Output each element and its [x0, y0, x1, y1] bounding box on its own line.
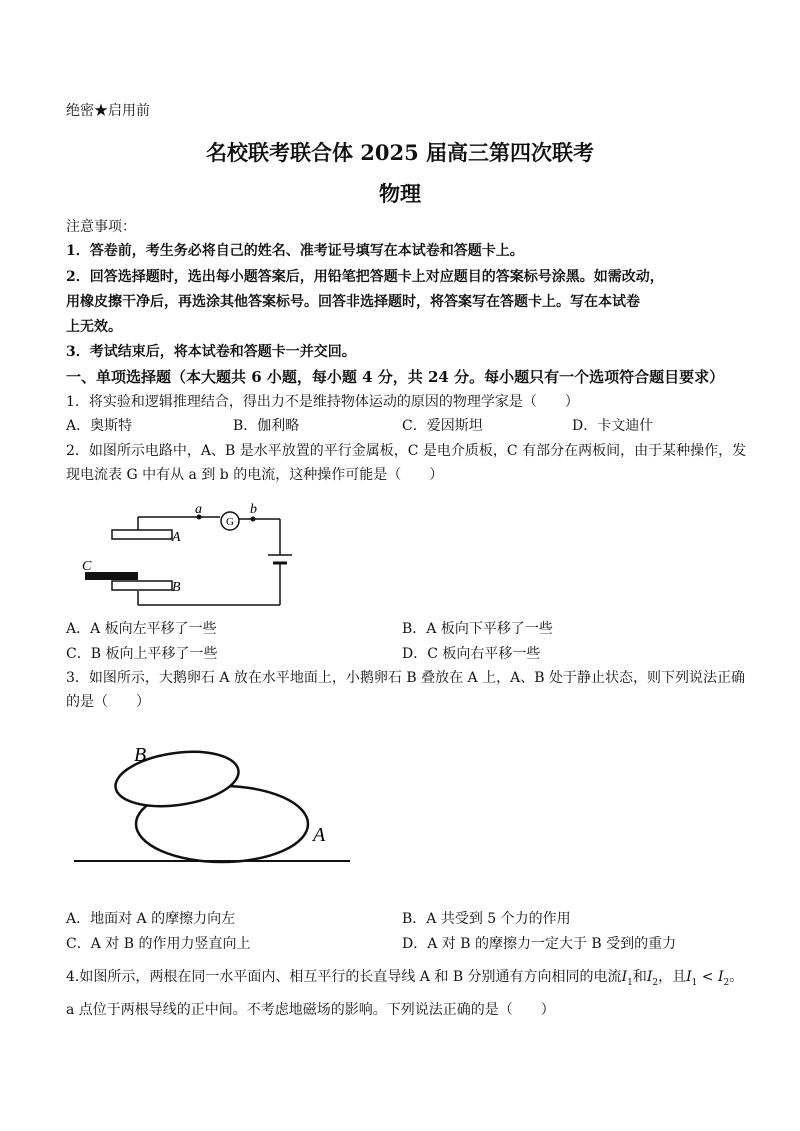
exam-title: 名校联考联合体 2025 届高三第四次联考	[205, 140, 595, 165]
notice-item: 上无效。	[66, 319, 122, 335]
q4-and: 和	[632, 969, 647, 985]
q4-stem-text: 4.如图所示，两根在同一水平面内、相互平行的长直导线 A 和 B 分别通有方向相同的电流	[66, 969, 622, 985]
q1-stem: 1．将实验和逻辑推理结合，得出力不是维持物体运动的原因的物理学家是（ ）	[66, 394, 579, 410]
current-i1-compare-subscript: 1	[691, 977, 698, 988]
notice-item: 用橡皮擦干净后，再选涂其他答案标号。回答非选择题时，将答案写在答题卡上。写在本试卷	[66, 294, 640, 310]
q3-option-b: B．A 共受到 5 个力的作用	[402, 911, 571, 927]
q3-option-c: C．A 对 B 的作用力竖直向上	[66, 936, 251, 952]
galvanometer-label: G	[226, 516, 234, 528]
q1-option-d: D．卡文迪什	[572, 418, 654, 434]
q1-option-b: B．伽利略	[233, 418, 300, 434]
q2-option-c: C．B 板向上平移了一些	[66, 646, 218, 662]
label-b: b	[250, 502, 257, 517]
section-heading: 一、单项选择题（本大题共 6 小题，每小题 4 分，共 24 分。每小题只有一个选项符合题目要求）	[66, 368, 725, 386]
q4-qie: ，且	[658, 969, 687, 985]
q1-option-c: C．爱因斯坦	[402, 418, 483, 434]
notice-item: 2．回答选择题时，选出每小题答案后，用铅笔把答题卡上对应题目的答案标号涂黑。如需改动，	[66, 269, 664, 285]
dielectric-plate-c	[85, 572, 138, 580]
less-than-sign: <	[697, 969, 718, 985]
q3-option-d: D．A 对 B 的摩擦力一定大于 B 受到的重力	[402, 936, 677, 952]
current-i1-compare: I	[686, 969, 692, 985]
q4-period: 。	[729, 969, 744, 985]
q1-option-a: A．奥斯特	[66, 418, 133, 434]
notice-heading: 注意事项：	[66, 219, 136, 235]
plate-b	[112, 581, 172, 590]
q3-stem-line2: 的是（ ）	[66, 694, 150, 710]
q2-stem-line2: 现电流表 G 中有从 a 到 b 的电流，这种操作可能是（ ）	[66, 467, 444, 483]
current-i2-subscript: 2	[652, 977, 659, 988]
label-a: a	[195, 502, 202, 517]
q2-option-d: D．C 板向右平移一些	[402, 646, 541, 662]
point-b	[251, 517, 256, 522]
label-pebble-a: A	[313, 824, 326, 846]
subject-title: 物理	[379, 181, 421, 206]
q3-option-a: A．地面对 A 的摩擦力向左	[66, 911, 236, 927]
notice-item: 3．考试结束后，将本试卷和答题卡一并交回。	[66, 344, 356, 360]
q3-pebbles-figure	[70, 735, 360, 870]
confidential-mark: 绝密★启用前	[66, 103, 150, 119]
q2-circuit-figure	[70, 497, 310, 612]
plate-a	[112, 530, 172, 539]
notice-item: 1．答卷前，考生务必将自己的姓名、准考证号填写在本试卷和答题卡上。	[66, 243, 524, 259]
q3-stem-line1: 3．如图所示，大鹅卵石 A 放在水平地面上，小鹅卵石 B 叠放在 A 上，A、B 处于静止状态，则下列说法正确	[66, 670, 745, 686]
q4-stem-line1	[66, 967, 743, 993]
label-plate-b: B	[172, 580, 181, 595]
label-plate-a: A	[172, 530, 181, 545]
label-pebble-b: B	[134, 744, 147, 766]
q2-option-b: B．A 板向下平移了一些	[402, 621, 553, 637]
q4-stem-line2: a 点位于两根导线的正中间。不考虑地磁场的影响。下列说法正确的是（ ）	[66, 1002, 555, 1018]
q2-option-a: A．A 板向左平移了一些	[66, 621, 217, 637]
current-i1: I	[621, 969, 628, 985]
label-plate-c: C	[82, 559, 92, 574]
current-i2: I	[646, 969, 653, 985]
current-i2-compare-subscript: 2	[723, 977, 730, 988]
current-i2-compare: I	[718, 969, 724, 985]
q2-stem-line1: 2．如图所示电路中，A、B 是水平放置的平行金属板，C 是电介质板，C 有部分在两板间，由于某种操作，发	[66, 443, 747, 459]
current-i1-subscript: 1	[627, 977, 633, 988]
